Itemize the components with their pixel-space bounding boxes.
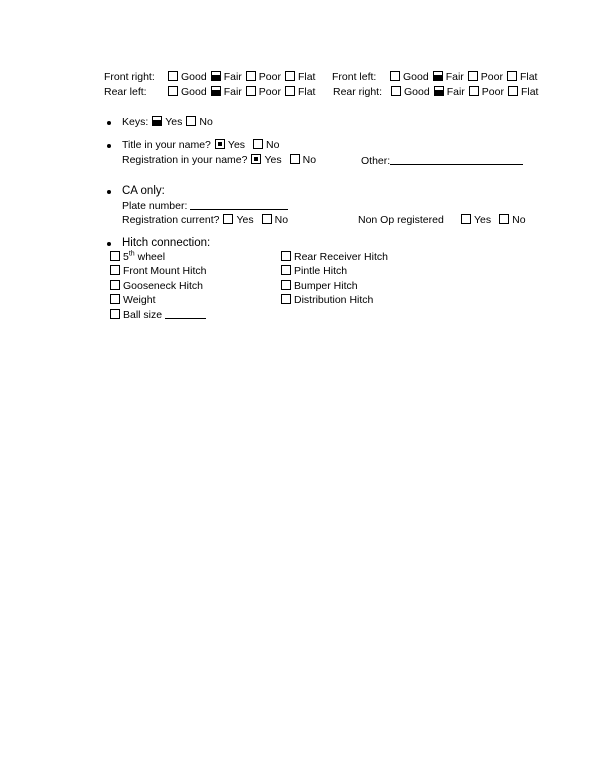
keys-label: Keys: xyxy=(122,116,149,128)
hitch-pintle xyxy=(281,265,347,278)
front-right-good-label: Good xyxy=(181,71,207,83)
front-left-flat-label: Flat xyxy=(519,71,538,83)
registration-label: Registration in your name? xyxy=(122,154,248,166)
rear-left-row xyxy=(104,86,315,99)
rear-right-flat-label: Flat xyxy=(520,86,539,98)
pintle-label: Pintle Hitch xyxy=(294,265,348,277)
rear-right-good-checkbox[interactable] xyxy=(391,86,401,96)
front-mount-label: Front Mount Hitch xyxy=(123,265,207,277)
front-right-good-checkbox[interactable] xyxy=(168,71,178,81)
gooseneck-label: Gooseneck Hitch xyxy=(123,280,203,292)
front-left-fair-label: Fair xyxy=(445,71,464,83)
front-mount-checkbox[interactable] xyxy=(110,265,120,275)
hitch-ball-size xyxy=(110,308,206,322)
keys-bullet xyxy=(107,121,111,125)
registration-row xyxy=(122,154,316,167)
nonop-yes-checkbox[interactable] xyxy=(461,214,471,224)
front-right-poor-checkbox[interactable] xyxy=(246,71,256,81)
rear-left-poor-checkbox[interactable] xyxy=(246,86,256,96)
front-right-fair-checkbox[interactable] xyxy=(211,71,221,81)
title-label: Title in your name? xyxy=(122,139,211,151)
fifth-wheel-number: 5 xyxy=(123,251,129,263)
weight-label: Weight xyxy=(123,294,156,306)
hitch-distribution xyxy=(281,294,373,307)
rear-left-good-label: Good xyxy=(181,86,207,98)
title-yes-checkbox[interactable] xyxy=(215,139,225,149)
rear-right-poor-label: Poor xyxy=(481,86,504,98)
fifth-wheel-label: wheel xyxy=(134,251,166,263)
title-row xyxy=(122,139,279,152)
title-yes-label: Yes xyxy=(227,139,246,151)
hitch-gooseneck xyxy=(110,280,203,293)
reg-current-label: Registration current? xyxy=(122,214,220,226)
rear-right-flat-checkbox[interactable] xyxy=(508,86,518,96)
nonop-label: Non Op registered xyxy=(358,214,444,226)
rear-right-label: Rear right: xyxy=(333,86,383,98)
reg-current-no-checkbox[interactable] xyxy=(262,214,272,224)
front-left-flat-checkbox[interactable] xyxy=(507,71,517,81)
pintle-checkbox[interactable] xyxy=(281,265,291,275)
front-left-good-checkbox[interactable] xyxy=(390,71,400,81)
ball-size-field[interactable] xyxy=(165,308,206,319)
weight-checkbox[interactable] xyxy=(110,294,120,304)
plate-number-field[interactable] xyxy=(190,199,288,210)
reg-current-no-label: No xyxy=(274,214,289,226)
front-right-poor-label: Poor xyxy=(258,71,281,83)
front-left-good-label: Good xyxy=(403,71,429,83)
reg-current-yes-label: Yes xyxy=(236,214,254,226)
hitch-front-mount xyxy=(110,265,206,278)
reg-current-yes-checkbox[interactable] xyxy=(223,214,233,224)
keys-yes-label: Yes xyxy=(165,116,183,128)
front-left-poor-checkbox[interactable] xyxy=(468,71,478,81)
nonop-row xyxy=(358,214,526,227)
bumper-checkbox[interactable] xyxy=(281,280,291,290)
plate-row xyxy=(122,199,288,213)
title-no-label: No xyxy=(266,139,280,151)
hitch-bullet xyxy=(107,242,111,246)
rear-right-fair-label: Fair xyxy=(446,86,465,98)
hitch-label: Hitch connection: xyxy=(122,237,211,249)
keys-row xyxy=(122,116,213,129)
front-right-flat-checkbox[interactable] xyxy=(285,71,295,81)
rear-left-good-checkbox[interactable] xyxy=(168,86,178,96)
registration-no-checkbox[interactable] xyxy=(290,154,300,164)
rear-left-fair-label: Fair xyxy=(223,86,242,98)
rear-receiver-label: Rear Receiver Hitch xyxy=(294,251,388,263)
gooseneck-checkbox[interactable] xyxy=(110,280,120,290)
rear-left-fair-checkbox[interactable] xyxy=(211,86,221,96)
keys-yes-checkbox[interactable] xyxy=(152,116,162,126)
plate-label: Plate number: xyxy=(122,200,188,212)
rear-left-poor-label: Poor xyxy=(258,86,281,98)
bumper-label: Bumper Hitch xyxy=(294,280,358,292)
hitch-fifth-wheel xyxy=(110,251,165,264)
distribution-checkbox[interactable] xyxy=(281,294,291,304)
hitch-weight xyxy=(110,294,156,307)
ca-bullet xyxy=(107,190,111,194)
other-field[interactable] xyxy=(390,154,523,165)
registration-yes-checkbox[interactable] xyxy=(251,154,261,164)
rear-right-good-label: Good xyxy=(404,86,430,98)
other-row xyxy=(361,154,523,168)
ball-size-label: Ball size xyxy=(123,309,163,321)
front-right-flat-label: Flat xyxy=(297,71,316,83)
nonop-yes-label: Yes xyxy=(474,214,492,226)
front-left-label: Front left: xyxy=(332,71,377,83)
other-label: Other: xyxy=(361,155,391,167)
registration-yes-label: Yes xyxy=(264,154,282,166)
fifth-wheel-checkbox[interactable] xyxy=(110,251,120,261)
fifth-wheel-sup: th xyxy=(128,250,135,258)
nonop-no-checkbox[interactable] xyxy=(499,214,509,224)
rear-receiver-checkbox[interactable] xyxy=(281,251,291,261)
keys-no-label: No xyxy=(199,116,213,128)
title-no-checkbox[interactable] xyxy=(253,139,263,149)
rear-right-poor-checkbox[interactable] xyxy=(469,86,479,96)
rear-left-flat-checkbox[interactable] xyxy=(285,86,295,96)
hitch-bumper xyxy=(281,280,358,293)
front-left-poor-label: Poor xyxy=(480,71,503,83)
keys-no-checkbox[interactable] xyxy=(186,116,196,126)
registration-no-label: No xyxy=(302,154,317,166)
nonop-no-label: No xyxy=(512,214,526,226)
rear-left-label: Rear left: xyxy=(104,86,147,98)
distribution-label: Distribution Hitch xyxy=(294,294,374,306)
reg-current-row xyxy=(122,214,288,227)
ball-size-checkbox[interactable] xyxy=(110,309,120,319)
rear-right-fair-checkbox[interactable] xyxy=(434,86,444,96)
ca-label: CA only: xyxy=(122,185,165,197)
rear-left-flat-label: Flat xyxy=(297,86,316,98)
front-left-fair-checkbox[interactable] xyxy=(433,71,443,81)
rear-right-row xyxy=(333,86,538,99)
hitch-rear-receiver xyxy=(281,251,388,264)
front-right-row xyxy=(104,71,315,84)
front-right-label: Front right: xyxy=(104,71,155,83)
front-left-row xyxy=(332,71,537,84)
title-bullet xyxy=(107,144,111,148)
front-right-fair-label: Fair xyxy=(223,71,242,83)
